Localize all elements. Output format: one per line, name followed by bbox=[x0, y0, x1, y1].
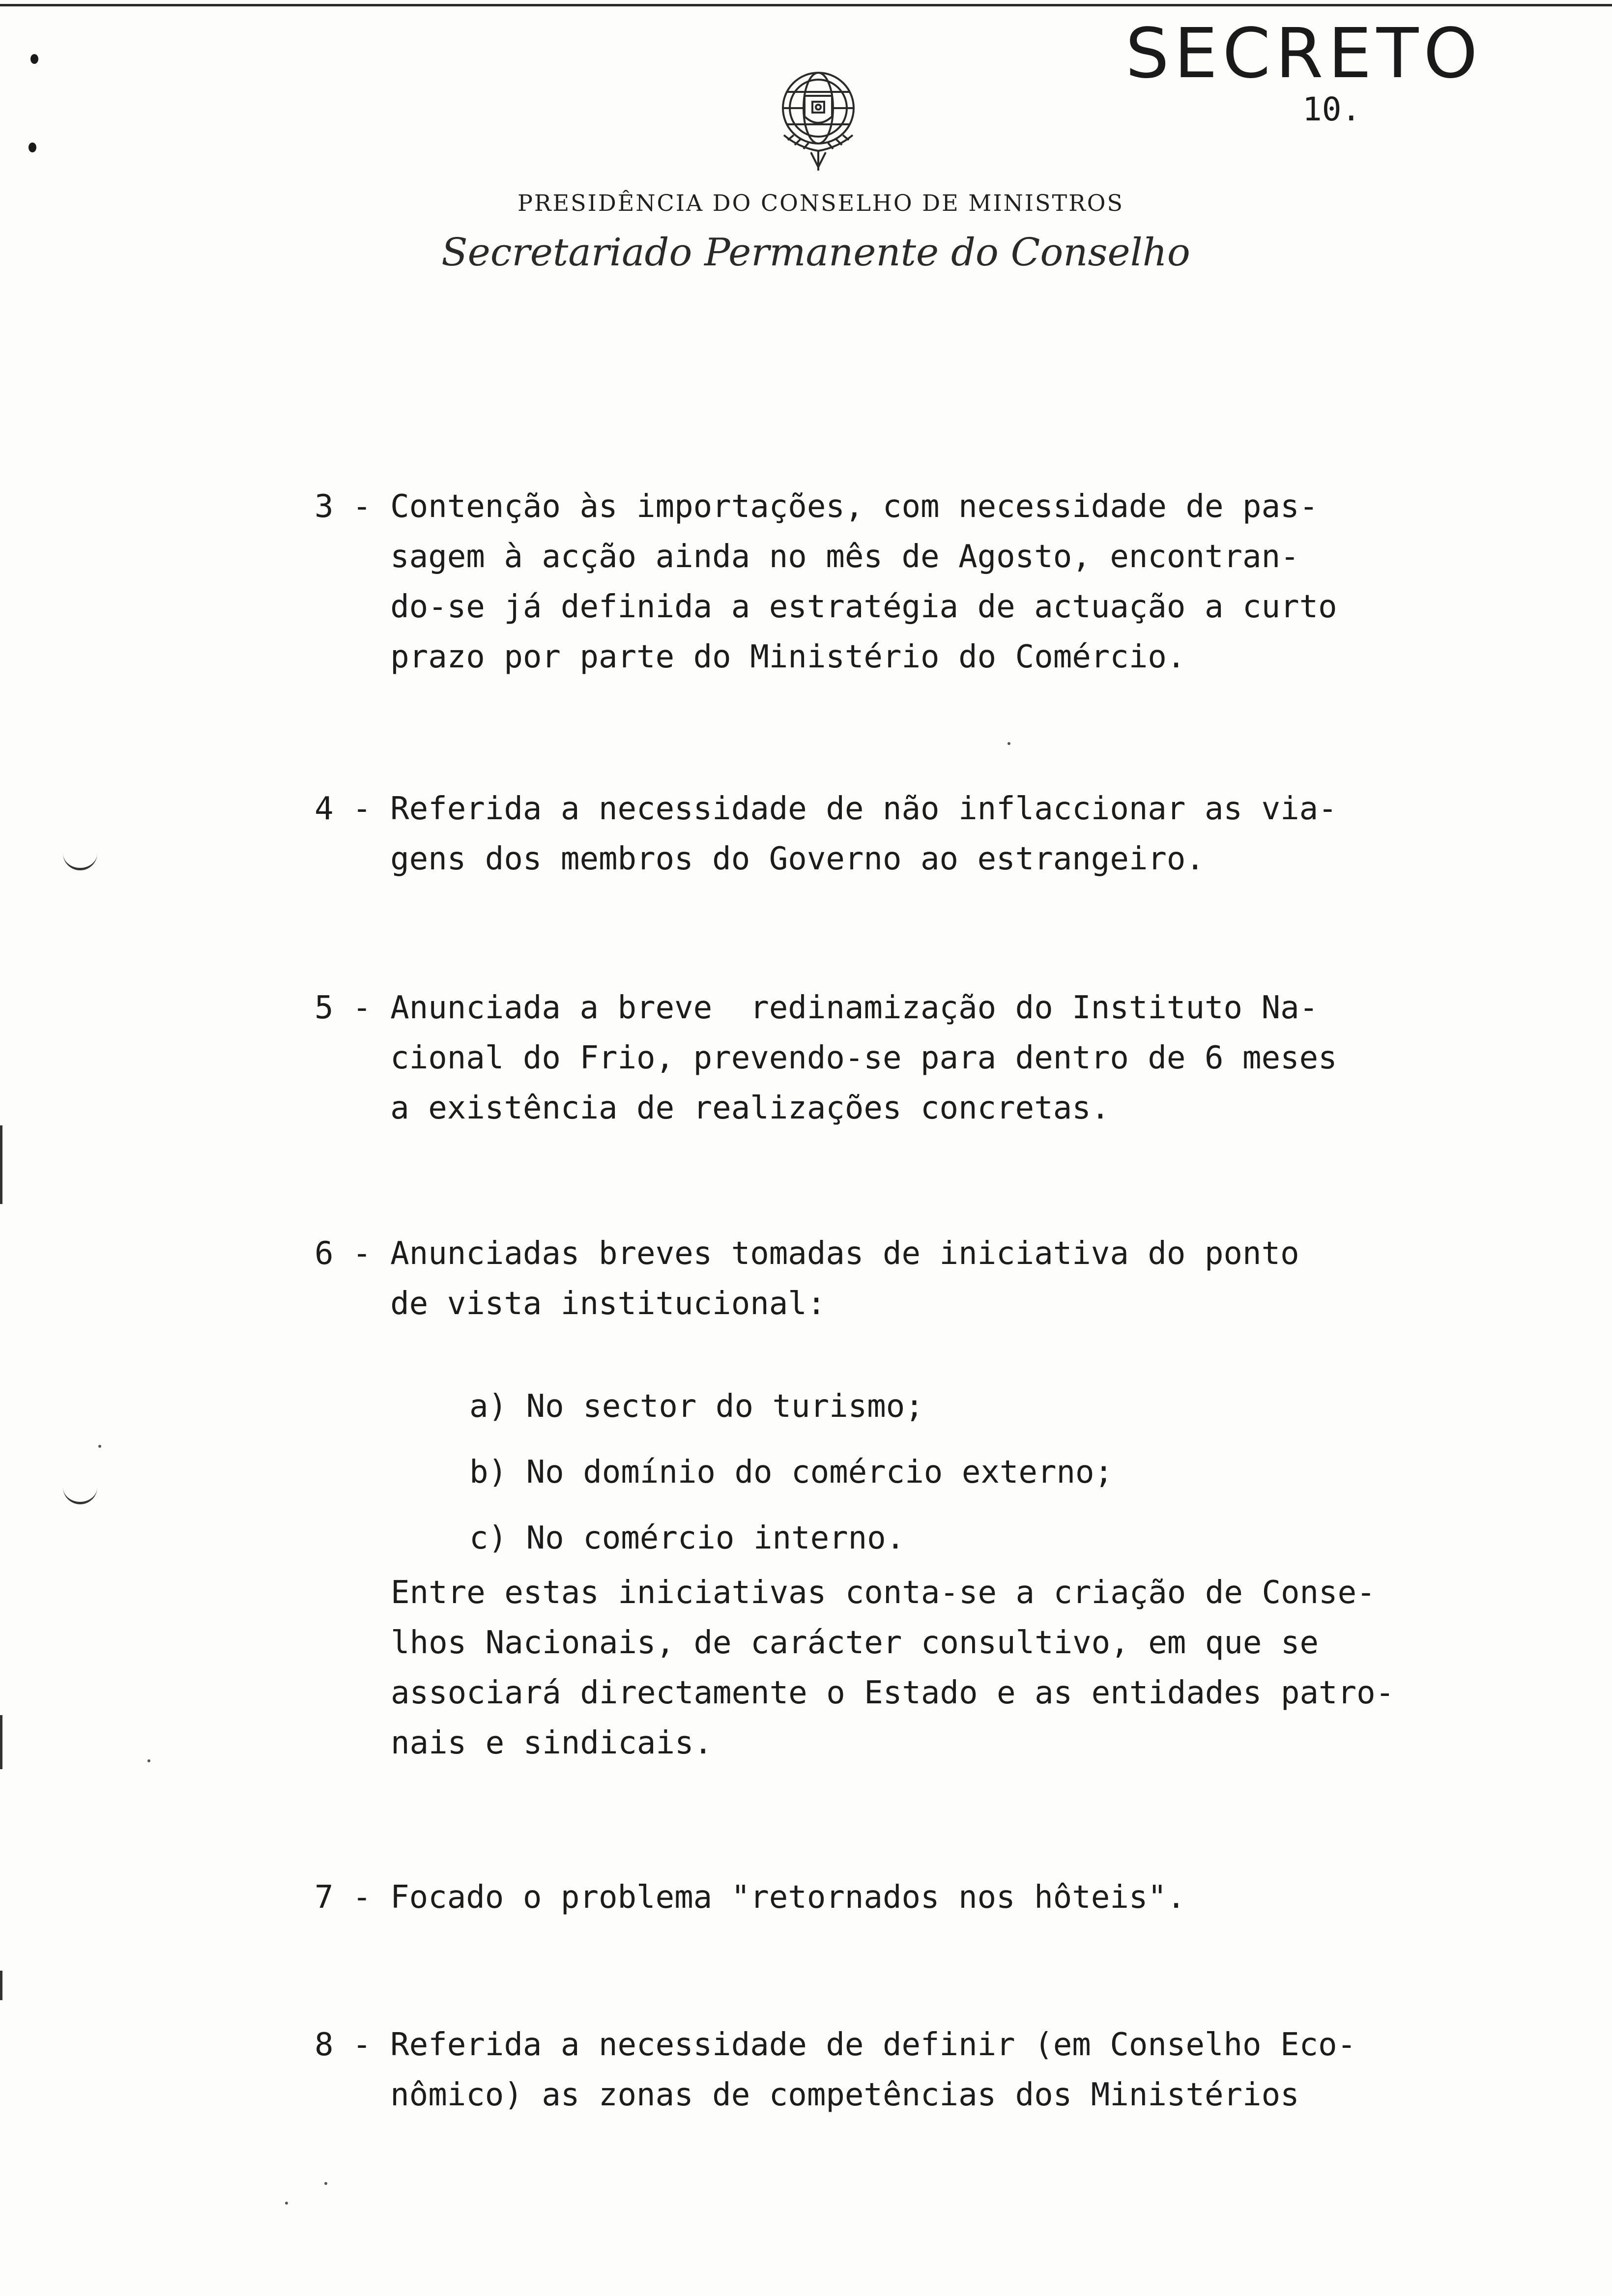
classification-stamp: SECRETO bbox=[1125, 14, 1483, 94]
item-6-sublist bbox=[469, 1374, 1113, 1571]
punch-mark bbox=[29, 143, 36, 152]
text-line: 5 - Anunciada a breve redinamização do Instituto Na- bbox=[315, 990, 1319, 1026]
text-line: prazo por parte do Ministério do Comércio. bbox=[315, 639, 1186, 675]
item-5-paragraph bbox=[315, 983, 1337, 1133]
item-6-paragraph bbox=[315, 1229, 1299, 1329]
text-line: associará directamente o Estado e as entidades patro- bbox=[391, 1675, 1395, 1711]
text-line: 8 - Referida a necessidade de definir (em Conselho Eco- bbox=[315, 2027, 1356, 2063]
binder-hole-mark bbox=[63, 1484, 97, 1504]
speck bbox=[98, 1445, 101, 1448]
text-line: Entre estas iniciativas conta-se a criação de Conse- bbox=[391, 1575, 1376, 1611]
coat-of-arms-crest bbox=[764, 61, 872, 174]
left-edge-line bbox=[0, 1971, 2, 2000]
institution-name: PRESIDÊNCIA DO CONSELHO DE MINISTROS bbox=[517, 190, 1124, 216]
left-edge-line bbox=[0, 1715, 2, 1769]
page-number: 10. bbox=[1302, 90, 1361, 128]
punch-mark bbox=[30, 54, 38, 64]
text-line: 7 - Focado o problema "retornados nos hôteis". bbox=[315, 1879, 1186, 1916]
text-line: de vista institucional: bbox=[315, 1286, 826, 1322]
speck bbox=[147, 1759, 150, 1762]
text-line: gens dos membros do Governo ao estrangeiro. bbox=[315, 841, 1205, 877]
text-line: nômico) as zonas de competências dos Ministérios bbox=[315, 2077, 1299, 2113]
item-8-paragraph bbox=[315, 2020, 1356, 2120]
speck bbox=[324, 2182, 327, 2185]
left-edge-line bbox=[0, 1125, 2, 1204]
text-line: do-se já definida a estratégia de actuação a curto bbox=[315, 589, 1337, 625]
item-7-paragraph bbox=[315, 1872, 1185, 1923]
list-item: b) No domínio do comércio externo; bbox=[469, 1454, 1114, 1491]
text-line: a existência de realizações concretas. bbox=[315, 1090, 1110, 1126]
item-4-paragraph bbox=[315, 784, 1337, 884]
text-line: 6 - Anunciadas breves tomadas de iniciativa do ponto bbox=[315, 1235, 1299, 1272]
item-6-continuation bbox=[391, 1568, 1394, 1768]
speck bbox=[1008, 742, 1010, 745]
binder-hole-mark bbox=[63, 850, 97, 870]
text-line: cional do Frio, prevendo-se para dentro de 6 meses bbox=[315, 1040, 1337, 1076]
list-item: c) No comércio interno. bbox=[469, 1520, 905, 1556]
text-line: sagem à acção ainda no mês de Agosto, encontran- bbox=[315, 539, 1299, 575]
department-name: Secretariado Permanente do Conselho bbox=[441, 230, 1190, 275]
text-line: nais e sindicais. bbox=[391, 1725, 713, 1761]
text-line: 3 - Contenção às importações, com necessidade de pas- bbox=[315, 488, 1319, 525]
top-edge-rule bbox=[0, 4, 1612, 6]
item-3-paragraph bbox=[315, 482, 1337, 682]
speck bbox=[285, 2202, 288, 2205]
text-line: lhos Nacionais, de carácter consultivo, em que se bbox=[391, 1625, 1319, 1661]
text-line: 4 - Referida a necessidade de não inflaccionar as via- bbox=[315, 791, 1337, 827]
list-item: a) No sector do turismo; bbox=[469, 1388, 924, 1425]
